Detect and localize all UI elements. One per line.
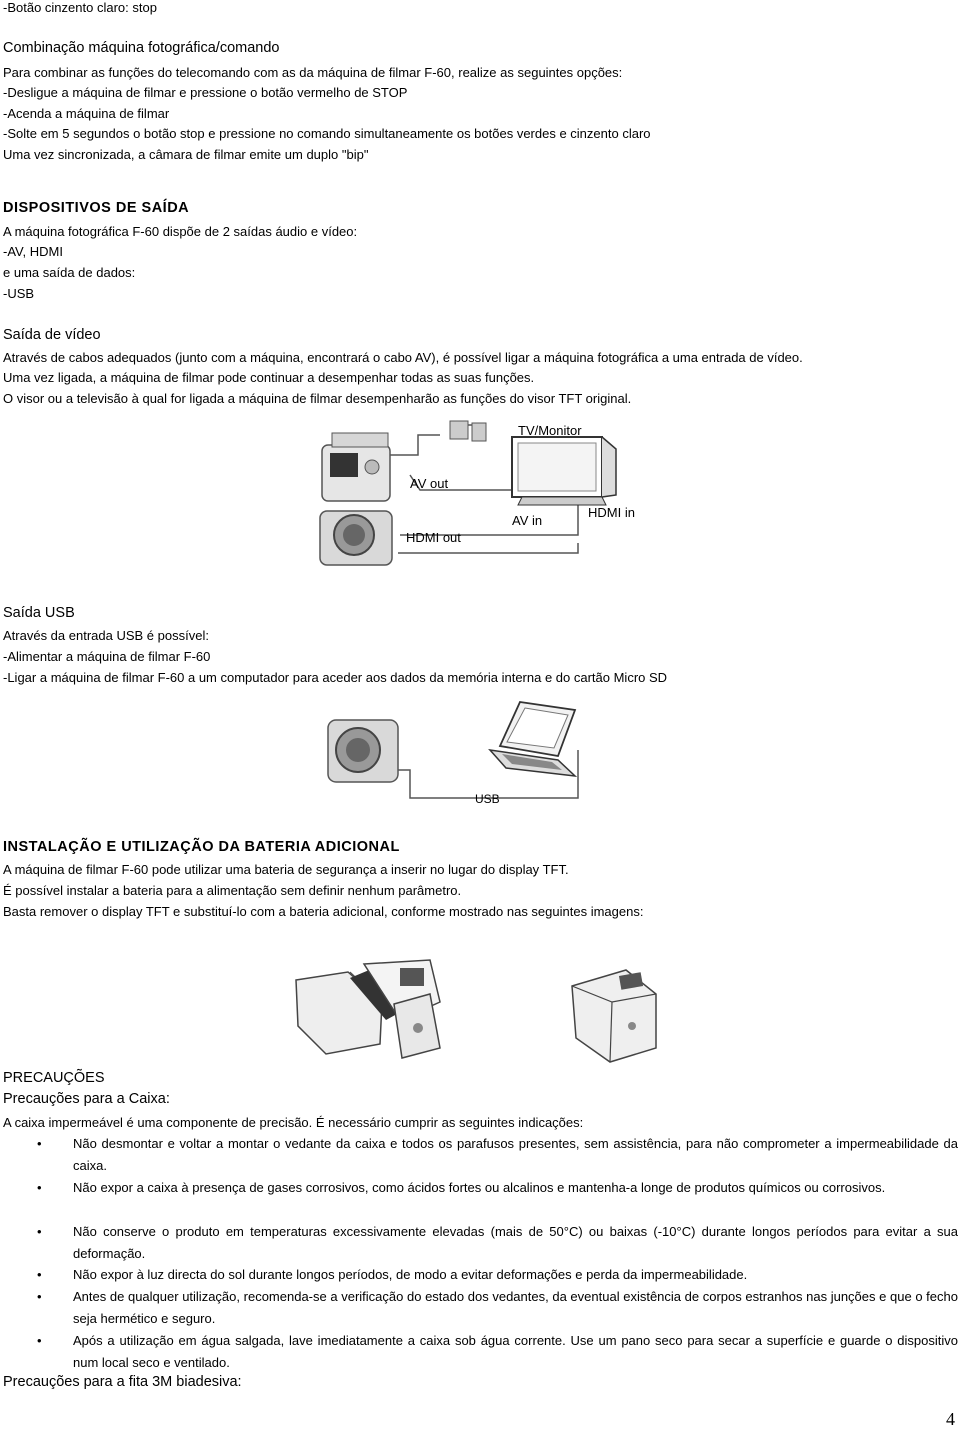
combo-step-1: -Desligue a máquina de filmar e pressione o botão vermelho de STOP (3, 85, 408, 100)
precautions-title: PRECAUÇÕES (3, 1070, 105, 1086)
outputs-line-4: -USB (3, 286, 35, 301)
bullet-dot: • (37, 1267, 42, 1282)
precautions-box-title: Precauções para a Caixa: (3, 1091, 170, 1107)
combo-step-2: -Acenda a máquina de filmar (3, 106, 170, 121)
tv-monitor-image (512, 437, 616, 505)
precaution-item-6: Após a utilização em água salgada, lave imediatamente a caixa sob água corrente. Use um pano seco para secar a superfície e guarde o dispositivo num local seco e ventilado. (73, 1333, 958, 1370)
usb-line-1: Através da entrada USB é possível: (3, 628, 209, 643)
combo-intro: Para combinar as funções do telecomando com as da máquina de filmar F-60, realize as seguintes opções: (3, 65, 623, 80)
bullet-dot: • (37, 1289, 42, 1304)
outputs-line-2: -AV, HDMI (3, 244, 63, 259)
battery-line-1: A máquina de filmar F-60 pode utilizar uma bateria de segurança a inserir no lugar do display TFT. (3, 862, 569, 877)
av-out-label: AV out (410, 476, 449, 491)
camera-image (328, 720, 398, 782)
hdmi-in-label: HDMI in (588, 505, 635, 520)
combo-step-4: Uma vez sincronizada, a câmara de filmar emite um duplo "bip" (3, 147, 369, 162)
hdmi-out-label: HDMI out (406, 530, 461, 545)
precaution-item-2: Não expor a caixa à presença de gases corrosivos, como ácidos fortes ou alcalinos e mantenha-a longe de produtos químicos ou corrosivos. (73, 1180, 886, 1195)
outputs-title: DISPOSITIVOS DE SAÍDA (3, 200, 190, 216)
usb-connection-figure (320, 690, 585, 810)
tv-monitor-label: TV/Monitor (518, 423, 582, 438)
video-title: Saída de vídeo (3, 327, 101, 343)
usb-line-2: -Alimentar a máquina de filmar F-60 (3, 649, 211, 664)
video-connection-figure (310, 415, 635, 570)
outputs-line-1: A máquina fotográfica F-60 dispõe de 2 saídas áudio e vídeo: (3, 224, 358, 239)
video-line-1: Através de cabos adequados (junto com a máquina, encontrará o cabo AV), é possível ligar a máquina fotográfica a uma entrada de vídeo. (3, 350, 803, 365)
camera-with-lens-image (320, 511, 392, 565)
outputs-line-3: e uma saída de dados: (3, 265, 136, 280)
usb-line-3: -Ligar a máquina de filmar F-60 a um computador para aceder aos dados da memória interna e do cartão Micro SD (3, 670, 668, 685)
av-in-label: AV in (512, 513, 543, 528)
stop-button-line: -Botão cinzento claro: stop (3, 0, 157, 15)
precaution-item-3: Não conserve o produto em temperaturas excessivamente elevadas (mais de 50°C) ou baixas (-10°C) durante longos períodos para evitar a sua deformação. (73, 1224, 958, 1261)
video-line-2: Uma vez ligada, a máquina de filmar pode continuar a desempenhar todas as suas funções. (3, 370, 535, 385)
bullet-dot: • (37, 1180, 42, 1195)
camera-with-screen-image (322, 433, 390, 501)
battery-replacement-figure (290, 958, 680, 1068)
bullet-dot: • (37, 1224, 42, 1239)
precaution-item-5: Antes de qualquer utilização, recomenda-se a verificação do estado dos vedantes, da eventual existência de corpos estranhos nas junções e que o fecho seja hermético e seguro. (73, 1289, 958, 1326)
combo-step-3: -Solte em 5 segundos o botão stop e pressione no comando simultaneamente os botões verdes e cinzento claro (3, 126, 651, 141)
laptop-image (490, 702, 575, 776)
bullet-dot: • (37, 1136, 42, 1151)
precautions-box-intro: A caixa impermeável é uma componente de precisão. É necessário cumprir as seguintes indicações: (3, 1115, 584, 1130)
battery-line-2: É possível instalar a bateria para a alimentação sem definir nenhum parâmetro. (3, 883, 462, 898)
bullet-dot: • (37, 1333, 42, 1348)
combo-title: Combinação máquina fotográfica/comando (3, 40, 280, 56)
page-number: 4 (946, 1409, 955, 1429)
battery-line-3: Basta remover o display TFT e substituí-lo com a bateria adicional, conforme mostrado nas seguintes imagens: (3, 904, 644, 919)
camera-assembled-image (572, 970, 656, 1062)
usb-title: Saída USB (3, 605, 75, 621)
usb-label: USB (475, 792, 500, 806)
precaution-item-1: Não desmontar e voltar a montar o vedante da caixa e todos os parafusos presentes, sem assistência, para não comprometer a impermeabilidade da caixa. (73, 1136, 958, 1173)
video-line-3: O visor ou a televisão à qual for ligada a máquina de filmar desempenharão as funções do visor TFT original. (3, 391, 632, 406)
precautions-tape-title: Precauções para a fita 3M biadesiva: (3, 1374, 242, 1390)
battery-title: INSTALAÇÃO E UTILIZAÇÃO DA BATERIA ADICIONAL (3, 839, 400, 855)
precaution-item-4: Não expor à luz directa do sol durante longos períodos, de modo a evitar deformações e perda da impermeabilidade. (73, 1267, 748, 1282)
